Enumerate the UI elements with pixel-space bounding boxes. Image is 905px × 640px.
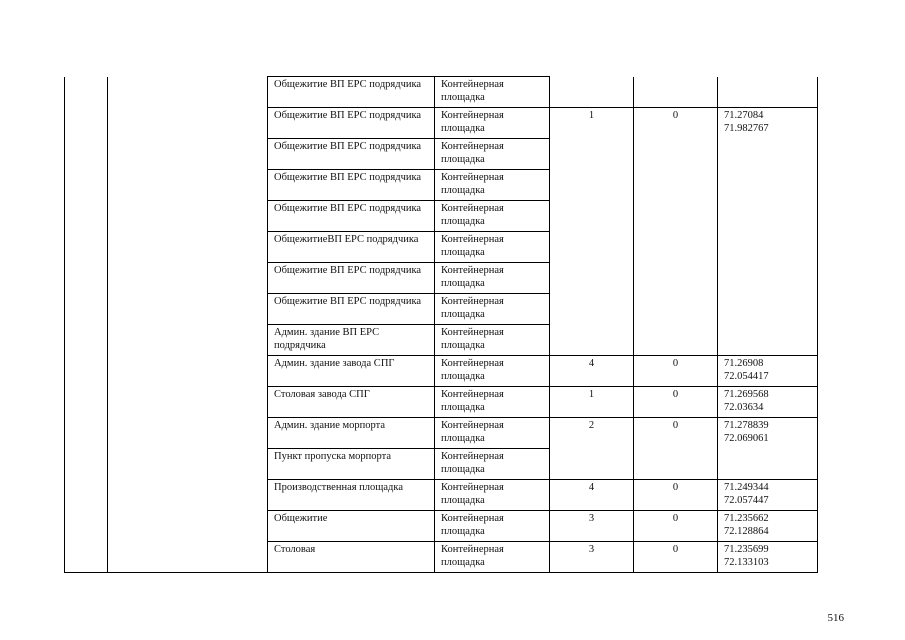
coords-cell: 71.249344 72.057447 [718, 480, 818, 511]
object-cell: Столовая [268, 542, 435, 573]
object-cell: Админ. здание ВП ЕРС подрядчика [268, 325, 435, 356]
type-cell: Контейнерная площадка [435, 387, 550, 418]
count-cell: 1 [550, 387, 634, 418]
coords-cell: 71.235662 72.128864 [718, 511, 818, 542]
coords-cell: 71.235699 72.133103 [718, 542, 818, 573]
coords-cell: 71.278839 72.069061 [718, 418, 818, 480]
type-cell: Контейнерная площадка [435, 449, 550, 480]
waste-sites-table [64, 76, 818, 573]
zero-cell: 0 [634, 356, 718, 387]
blank-cell [634, 77, 718, 108]
zero-cell: 0 [634, 542, 718, 573]
zero-cell: 0 [634, 418, 718, 480]
count-cell: 4 [550, 480, 634, 511]
count-cell: 1 [550, 108, 634, 356]
object-cell: Общежитие ВП ЕРС подрядчика [268, 201, 435, 232]
blank-cell [550, 77, 634, 108]
zero-cell: 0 [634, 511, 718, 542]
type-cell: Контейнерная площадка [435, 542, 550, 573]
type-cell: Контейнерная площадка [435, 201, 550, 232]
type-cell: Контейнерная площадка [435, 325, 550, 356]
object-cell: Общежитие [268, 511, 435, 542]
count-cell: 2 [550, 418, 634, 480]
blank-cell [718, 77, 818, 108]
type-cell: Контейнерная площадка [435, 77, 550, 108]
object-cell: Общежитие ВП ЕРС подрядчика [268, 108, 435, 139]
object-cell: Общежитие ВП ЕРС подрядчика [268, 170, 435, 201]
coords-cell: 71.269568 72.03634 [718, 387, 818, 418]
type-cell: Контейнерная площадка [435, 418, 550, 449]
table-row [65, 77, 818, 108]
type-cell: Контейнерная площадка [435, 294, 550, 325]
count-cell: 3 [550, 542, 634, 573]
coords-cell: 71.26908 72.054417 [718, 356, 818, 387]
object-cell: Производственная площадка [268, 480, 435, 511]
object-cell: Общежитие ВП ЕРС подрядчика [268, 139, 435, 170]
blank-cell [65, 77, 108, 573]
coords-cell: 71.27084 71.982767 [718, 108, 818, 356]
object-cell: Общежитие ВП ЕРС подрядчика [268, 77, 435, 108]
zero-cell: 0 [634, 387, 718, 418]
blank-cell [108, 77, 268, 573]
object-cell: Админ. здание завода СПГ [268, 356, 435, 387]
type-cell: Контейнерная площадка [435, 139, 550, 170]
object-cell: Админ. здание морпорта [268, 418, 435, 449]
object-cell: Общежитие ВП ЕРС подрядчика [268, 263, 435, 294]
page-number: 516 [827, 612, 844, 624]
object-cell: Пункт пропуска морпорта [268, 449, 435, 480]
zero-cell: 0 [634, 108, 718, 356]
object-cell: Общежитие ВП ЕРС подрядчика [268, 294, 435, 325]
object-cell: Столовая завода СПГ [268, 387, 435, 418]
type-cell: Контейнерная площадка [435, 108, 550, 139]
type-cell: Контейнерная площадка [435, 263, 550, 294]
object-cell: ОбщежитиеВП ЕРС подрядчика [268, 232, 435, 263]
type-cell: Контейнерная площадка [435, 480, 550, 511]
count-cell: 4 [550, 356, 634, 387]
type-cell: Контейнерная площадка [435, 232, 550, 263]
zero-cell: 0 [634, 480, 718, 511]
type-cell: Контейнерная площадка [435, 511, 550, 542]
type-cell: Контейнерная площадка [435, 170, 550, 201]
count-cell: 3 [550, 511, 634, 542]
type-cell: Контейнерная площадка [435, 356, 550, 387]
